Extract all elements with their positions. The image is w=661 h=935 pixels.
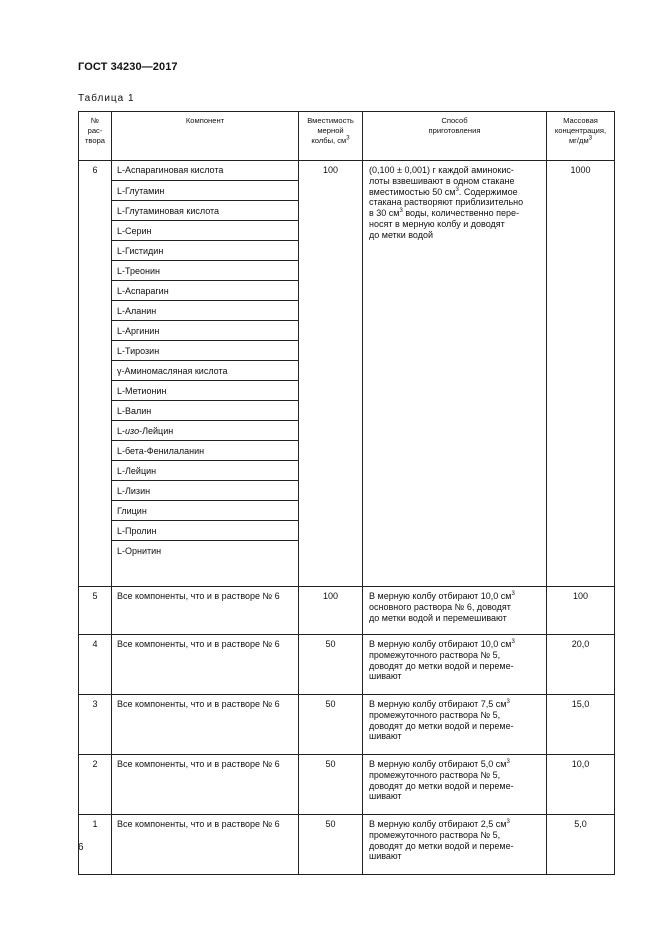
table-row-solution-6 <box>79 161 615 587</box>
list-item-iso-leucine: L-изо-Лейцин <box>112 421 298 441</box>
list-item: L-Тирозин <box>112 341 298 361</box>
component-cell: Все компоненты, что и в растворе № 6 <box>112 635 299 695</box>
header-component: Компонент <box>112 112 299 161</box>
table-row-solution-5 <box>79 587 615 635</box>
preparation-method: (0,100 ± 0,001) г каждой аминокис- лоты взвешивают в одном стакане вместимостью 50 $см^3$. Содержимое стакана растворяют приблизительно в 30 $см^3$ воды, количественно пере- носят в мерную колбу и доводят до метки водой <box>363 161 547 587</box>
solution-number: 5 <box>79 587 112 635</box>
list-item: γ-Аминомасляная кислота <box>112 361 298 381</box>
mass-concentration: 15,0 <box>547 695 615 755</box>
list-item: L-Аспарагиновая кислота <box>112 161 298 181</box>
header-preparation-method: Способ приготовления <box>363 112 547 161</box>
list-item: L-Метионин <box>112 381 298 401</box>
list-item: L-Аспарагин <box>112 281 298 301</box>
solutions-table <box>78 111 615 875</box>
solution-number: 3 <box>79 695 112 755</box>
list-item: L-Орнитин <box>117 546 162 556</box>
table-row-solution-3 <box>79 695 615 755</box>
flask-volume: 50 <box>299 635 363 695</box>
component-cell: Все компоненты, что и в растворе № 6 <box>112 695 299 755</box>
list-item: L-Аргинин <box>112 321 298 341</box>
flask-volume: 50 <box>299 815 363 875</box>
solution-number: 6 <box>79 161 112 587</box>
component-list-cell <box>112 161 299 587</box>
list-item: L-Валин <box>112 401 298 421</box>
mass-concentration: 5,0 <box>547 815 615 875</box>
solution-number: 1 <box>79 815 112 875</box>
table-caption: Таблица 1 <box>78 93 135 104</box>
page-number: 6 <box>78 842 84 853</box>
table-row-solution-4 <box>79 635 615 695</box>
component-cell: Все компоненты, что и в растворе № 6 <box>112 815 299 875</box>
preparation-method: В мерную колбу отбирают 10,0 $см^3$ промежуточного раствора № 5, доводят до метки водой и переме- шивают <box>363 635 547 695</box>
flask-volume: 50 <box>299 755 363 815</box>
list-item: L-Глутамин <box>112 181 298 201</box>
header-flask-volume: Вместимость мерной колбы, $см^3$ <box>299 112 363 161</box>
list-item: L-Лизин <box>112 481 298 501</box>
preparation-method: В мерную колбу отбирают 10,0 $см^3$ основного раствора № 6, доводят до метки водой и перемешивают <box>363 587 547 635</box>
header-solution-number: № рас- твора <box>79 112 112 161</box>
flask-volume: 50 <box>299 695 363 755</box>
list-item: L-Пролин <box>112 521 298 541</box>
preparation-method: В мерную колбу отбирают 7,5 $см^3$ промежуточного раствора № 5, доводят до метки водой и переме- шивают <box>363 695 547 755</box>
list-item: L-Серин <box>112 221 298 241</box>
table-header-row <box>79 112 615 161</box>
list-item: L-бета-Фенилаланин <box>112 441 298 461</box>
solution-number: 2 <box>79 755 112 815</box>
list-item: L-Глутаминовая кислота <box>112 201 298 221</box>
mass-concentration: 100 <box>547 587 615 635</box>
component-list <box>112 161 298 561</box>
component-cell: Все компоненты, что и в растворе № 6 <box>112 755 299 815</box>
header-mass-concentration: Массовая концентрация, $мг/дм^3$ <box>547 112 615 161</box>
list-item: L-Гистидин <box>112 241 298 261</box>
preparation-method: В мерную колбу отбирают 2,5 $см^3$ промежуточного раствора № 5, доводят до метки водой и переме- шивают <box>363 815 547 875</box>
table-row-solution-2 <box>79 755 615 815</box>
flask-volume: 100 <box>299 587 363 635</box>
document-code: ГОСТ 34230—2017 <box>78 61 178 73</box>
list-item: L-Лейцин <box>112 461 298 481</box>
table-row-solution-1 <box>79 815 615 875</box>
flask-volume: 100 <box>299 161 363 587</box>
list-item: L-Аланин <box>112 301 298 321</box>
preparation-method: В мерную колбу отбирают 5,0 $см^3$ промежуточного раствора № 5, доводят до метки водой и переме- шивают <box>363 755 547 815</box>
mass-concentration: 1000 <box>547 161 615 587</box>
mass-concentration: 20,0 <box>547 635 615 695</box>
component-cell: Все компоненты, что и в растворе № 6 <box>112 587 299 635</box>
list-item: Глицин <box>112 501 298 521</box>
list-item: L-Треонин <box>112 261 298 281</box>
solution-number: 4 <box>79 635 112 695</box>
mass-concentration: 10,0 <box>547 755 615 815</box>
